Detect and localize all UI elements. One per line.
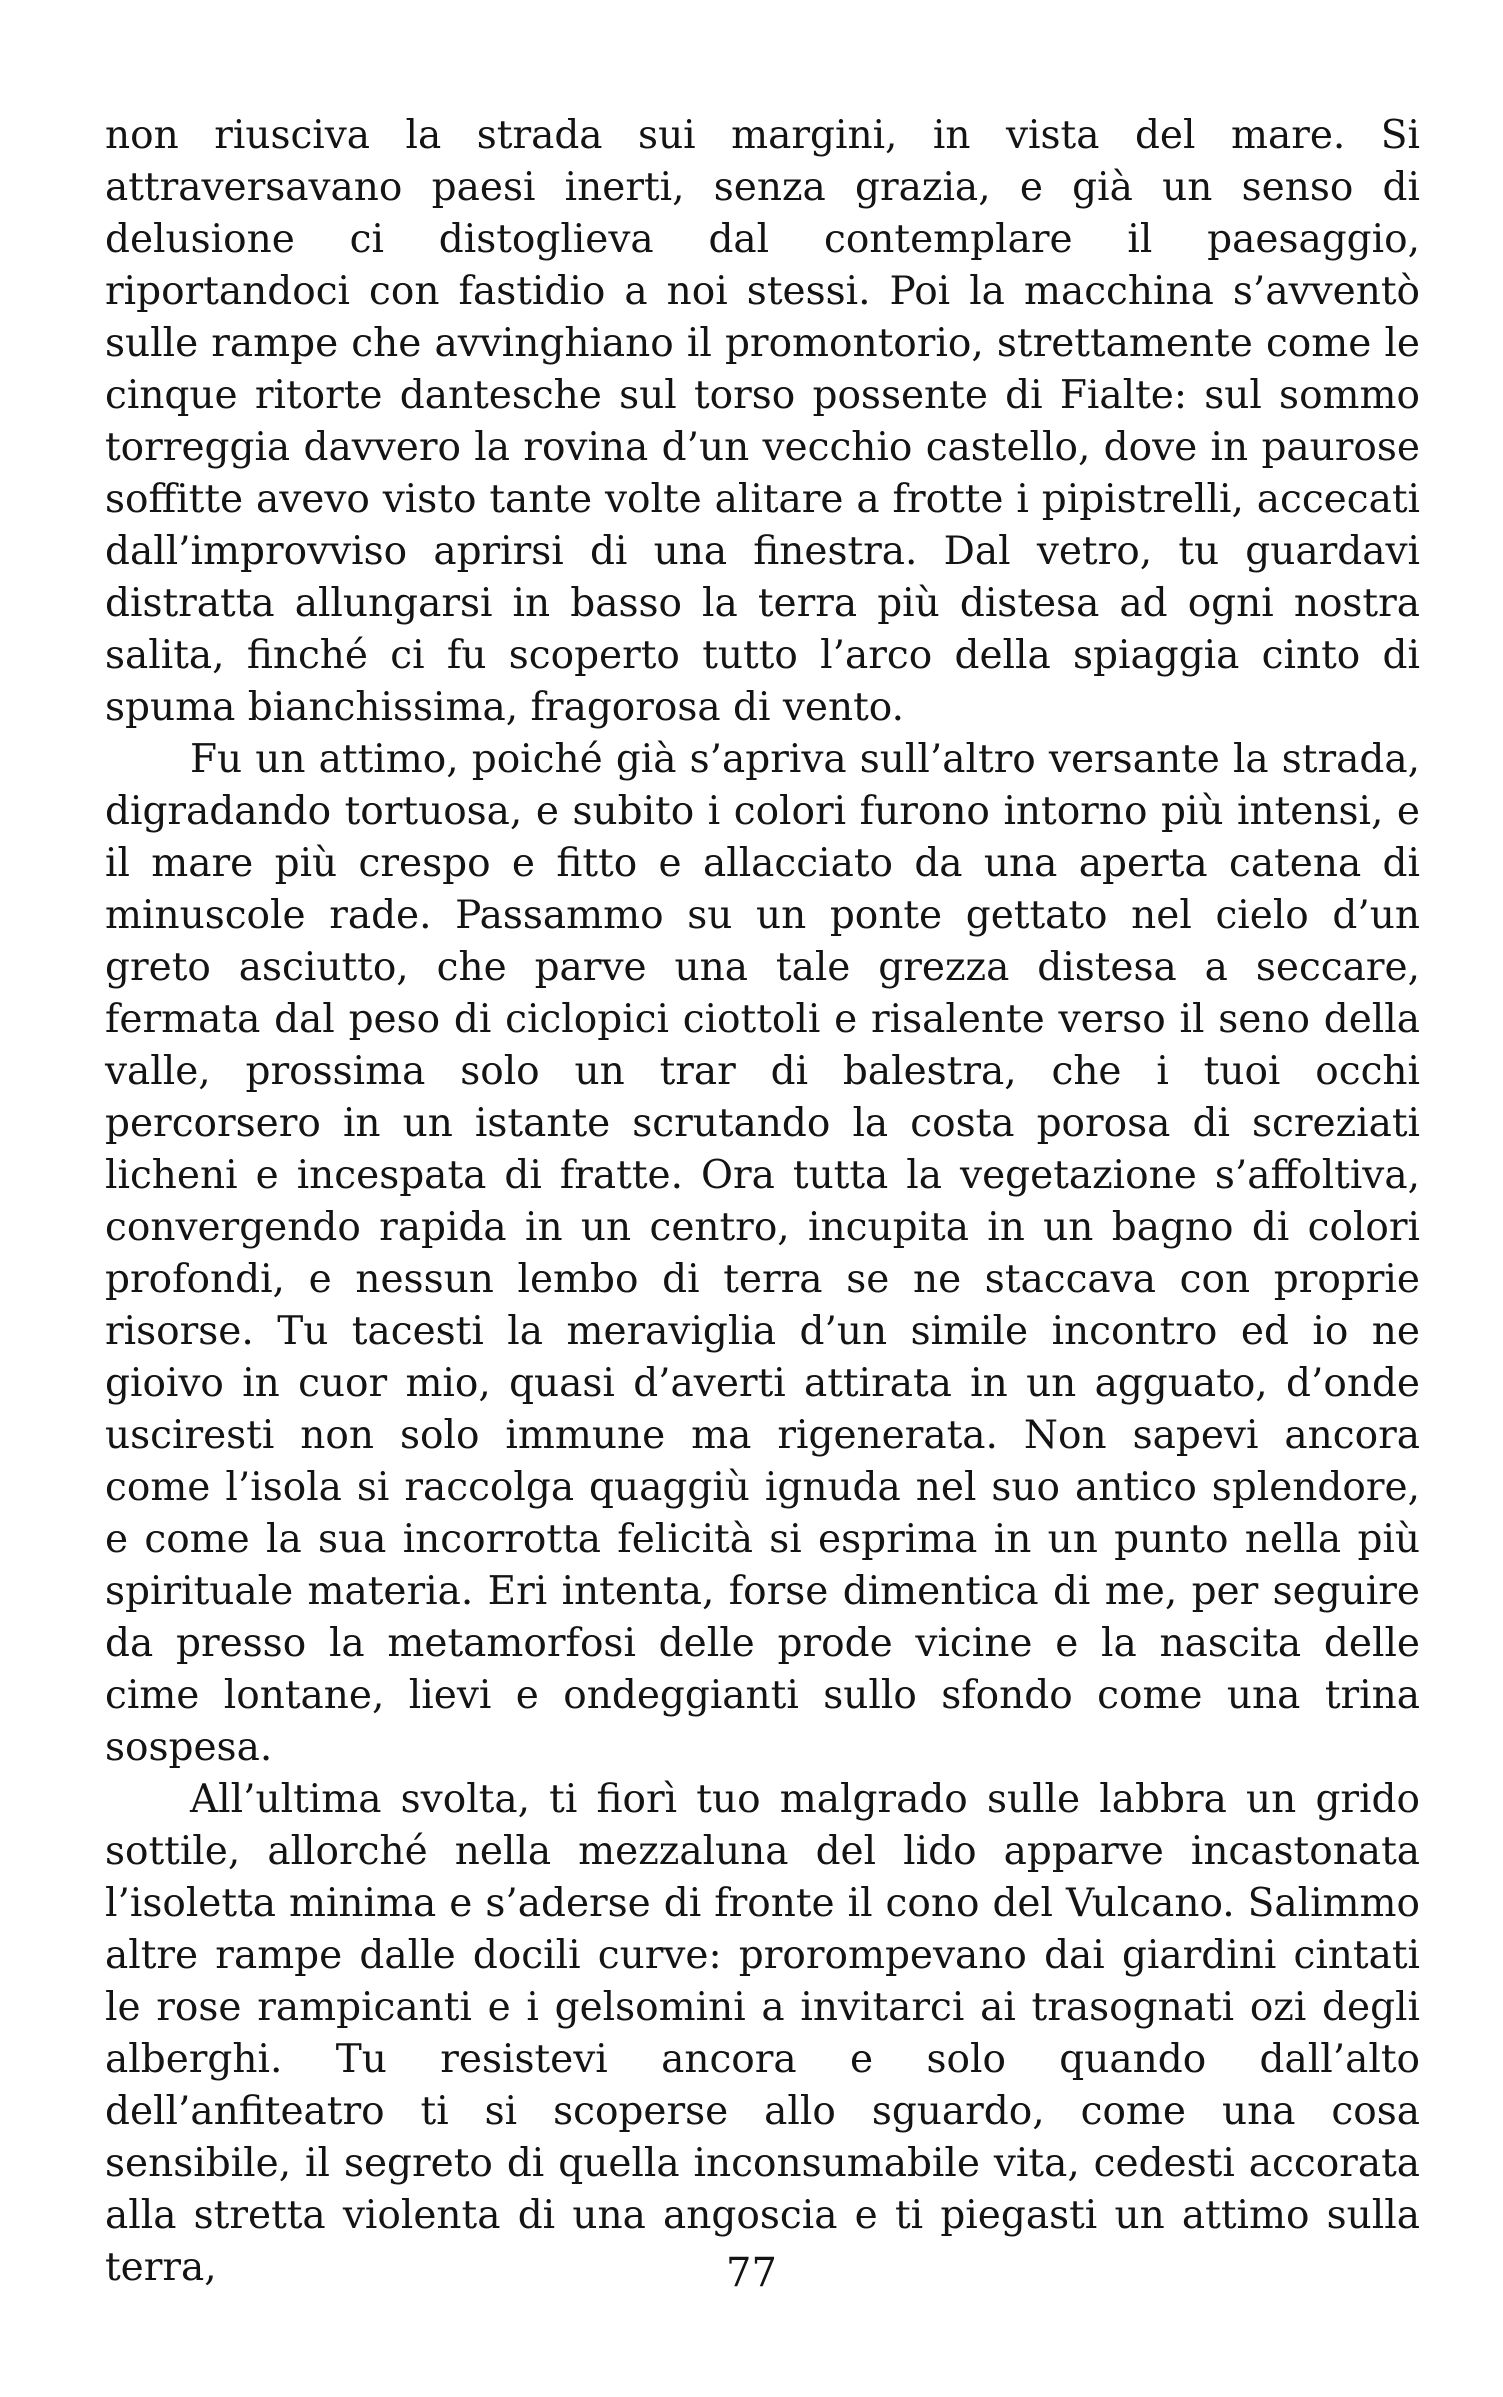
paragraph-3: All’ultima svolta, ti fiorì tuo malgrado sulle labbra un grido sottile, allorché nella mezzaluna del lido apparve incastonata l’isoletta minima e s’aderse di fronte il cono del Vulcano. Salimmo altre rampe dalle docili curve: prorompevano dai giardini cintati le rose rampicanti e i gelsomini a invitarci ai trasognati ozi degli alberghi. Tu resistevi ancora e solo quando dall’alto dell’anfiteatro ti si scoperse allo sguardo, come una cosa sensibile, il segreto di quella inconsumabile vita, cedesti accorata alla stretta violenta di una angoscia e ti piegasti un attimo sulla terra, xyxy=(105,1777,1420,2290)
page-body xyxy=(105,110,1420,2294)
paragraph-1: non riusciva la strada sui margini, in vista del mare. Si attraversavano paesi inerti, senza grazia, e già un senso di delusione ci distoglieva dal contemplare il paesaggio, riportandoci con fastidio a noi stessi. Poi la macchina s’avventò sulle rampe che avvinghiano il promontorio, strettamente come le cinque ritorte dantesche sul torso possente di Fialte: sul sommo torreggia davvero la rovina d’un vecchio castello, dove in paurose soffitte avevo visto tante volte alitare a frotte i pipistrelli, accecati dall’improvviso aprirsi di una finestra. Dal vetro, tu guardavi distratta allungarsi in basso la terra più distesa ad ogni nostra salita, finché ci fu scoperto tutto l’arco della spiaggia cinto di spuma bianchissima, fragorosa di vento. xyxy=(105,113,1420,730)
paragraph-2: Fu un attimo, poiché già s’apriva sull’altro versante la strada, digradando tortuosa, e subito i colori furono intorno più intensi, e il mare più crespo e fitto e allacciato da una aperta catena di minuscole rade. Passammo su un ponte gettato nel cielo d’un greto asciutto, che parve una tale grezza distesa a seccare, fermata dal peso di ciclopici ciottoli e risalente verso il seno della valle, prossima solo un trar di balestra, che i tuoi occhi percorsero in un istante scrutando la costa porosa di screziati licheni e incespata di fratte. Ora tutta la vegetazione s’affoltiva, convergendo rapida in un centro, incupita in un bagno di colori profondi, e nessun lembo di terra se ne staccava con proprie risorse. Tu tacesti la meraviglia d’un simile incontro ed io ne gioivo in cuor mio, quasi d’averti attirata in un agguato, d’onde usciresti non solo immune ma rigenerata. Non sapevi ancora come l’isola si raccolga quaggiù ignuda nel suo antico splendore, e come la sua incorrotta felicità si esprima in un punto nella più spirituale materia. Eri intenta, forse dimentica di me, per seguire da presso la metamorfosi delle prode vicine e la nascita delle cime lontane, lievi e ondeggianti sullo sfondo come una trina sospesa. xyxy=(105,737,1420,1770)
page-number: 77 xyxy=(726,2250,777,2296)
